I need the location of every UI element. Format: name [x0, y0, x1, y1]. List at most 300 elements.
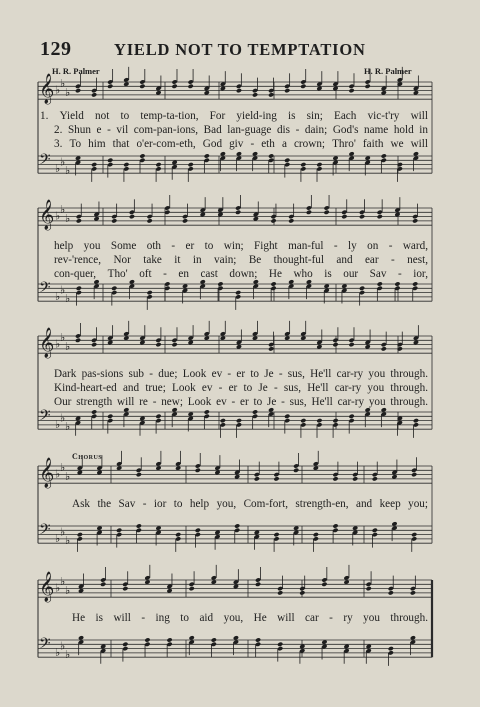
lyric-syllable: vain;	[214, 254, 237, 266]
lyric-syllable: to	[253, 396, 263, 408]
lyric-syllable: new;	[161, 396, 183, 408]
lyric-syllable: ing	[155, 612, 170, 624]
lyric-syllable: To	[69, 138, 82, 150]
lyric-syllable: Our	[54, 396, 72, 408]
lyric-syllable: in	[192, 254, 202, 266]
note-head-icon	[144, 637, 150, 642]
flat-icon: ♭	[65, 583, 71, 597]
lyric-syllable: -	[231, 396, 236, 408]
hymn-title: YIELD NOT TO TEMPTATION	[114, 40, 366, 59]
lyric-syllable: dis	[276, 124, 290, 136]
note-head-icon	[107, 84, 113, 89]
note-head-icon	[254, 476, 260, 481]
lyric-syllable: Sav	[369, 268, 387, 280]
lyric-syllable: you,	[223, 612, 244, 624]
lyric-syllable: ly	[348, 240, 357, 252]
note-head-icon	[381, 346, 387, 351]
lyric-syllable: -	[281, 396, 285, 408]
flat-icon: ♭	[65, 420, 71, 434]
lyric-syllable: For	[209, 110, 226, 122]
lyric-syllable: Some	[110, 240, 137, 252]
lyric-syllable: that	[112, 138, 130, 150]
lyric-syllable: we	[390, 138, 404, 150]
lyric-syllable: car	[305, 612, 319, 624]
lyric-syllable: ear	[364, 254, 379, 266]
lyric-syllable: Je	[258, 382, 268, 394]
note-head-icon	[388, 590, 394, 595]
note-head-icon	[332, 342, 338, 347]
note-head-icon	[166, 637, 172, 642]
flat-icon: ♭	[55, 337, 61, 351]
lyric-syllable: -	[152, 396, 157, 408]
lyric-syllable: due;	[158, 368, 178, 380]
lyric-syllable: Nor	[113, 254, 131, 266]
lyric-syllable: temp-ta-tion,	[140, 110, 199, 122]
note-head-icon	[273, 532, 279, 537]
lyric-syllable: strength-en,	[295, 498, 349, 510]
note-head-icon	[284, 414, 290, 419]
lyric-syllable: you	[368, 396, 386, 408]
lyric-syllable: Each	[334, 110, 357, 122]
lyric-syllable: ev	[201, 382, 213, 394]
lyric-syllable: Be	[248, 254, 262, 266]
note-head-icon	[175, 532, 181, 537]
lyric-syllable: is	[288, 110, 296, 122]
note-head-icon	[299, 590, 305, 595]
lyric-syllable: is	[324, 268, 332, 280]
lyric-syllable: you	[367, 382, 385, 394]
lyric-syllable: help	[54, 240, 74, 252]
flat-icon: ♭	[55, 531, 61, 545]
flat-icon: ♭	[55, 581, 61, 595]
lyric-syllable: not	[95, 110, 110, 122]
lyric-syllable: -	[273, 382, 278, 394]
lyric-syllable: keep	[379, 498, 401, 510]
lyric-syllable: Ask	[72, 498, 91, 510]
note-head-icon	[189, 586, 195, 591]
note-head-icon	[235, 290, 241, 295]
lyric-syllable: Look	[172, 382, 196, 394]
lyric-syllable: er	[228, 382, 238, 394]
lyric-syllable: thought-ful	[273, 254, 324, 266]
note-head-icon	[236, 88, 242, 93]
lyric-syllable: He'll	[307, 382, 329, 394]
lyric-syllable: Com-fort,	[243, 498, 288, 510]
lyric-syllable: in	[419, 124, 428, 136]
note-head-icon	[255, 637, 261, 642]
note-head-icon	[91, 92, 97, 97]
lyric-syllable: will	[117, 396, 135, 408]
lyric-syllable: yield-ing	[236, 110, 277, 122]
flat-icon: ♭	[55, 209, 61, 223]
lyric-syllable: on	[367, 240, 379, 252]
lyric-syllable: -	[391, 254, 395, 266]
treble-clef-icon: 𝄞	[39, 74, 55, 104]
lyric-syllable: Thro'	[332, 138, 356, 150]
flat-icon: ♭	[60, 203, 66, 217]
note-head-icon	[359, 286, 365, 291]
note-head-icon	[77, 532, 83, 537]
note-head-icon	[277, 590, 283, 595]
lyric-syllable: -	[171, 240, 176, 252]
flat-icon: ♭	[60, 575, 66, 589]
lyric-syllable: it	[174, 254, 181, 266]
lyric-syllable: car-ry	[334, 382, 362, 394]
lyric-syllable: crown;	[293, 138, 326, 150]
flat-icon: ♭	[60, 331, 66, 345]
treble-clef-icon: 𝄞	[39, 328, 55, 358]
lyric-syllable: strength	[76, 396, 113, 408]
lyric-syllable: through.	[390, 396, 428, 408]
note-head-icon	[284, 88, 290, 93]
lyric-syllable: our	[343, 268, 359, 280]
lyric-syllable: -	[227, 368, 232, 380]
lyric-syllable: vic-t'ry	[367, 110, 400, 122]
note-head-icon	[91, 342, 97, 347]
lyric-syllable: -	[329, 612, 333, 624]
lyric-syllable: down;	[229, 268, 258, 280]
lyric-syllable: con-quer,	[54, 268, 97, 280]
note-head-icon	[171, 84, 177, 89]
lyric-syllable: rev-'rence,	[54, 254, 102, 266]
lyric-syllable: re	[139, 396, 148, 408]
note-head-icon	[412, 218, 418, 223]
lyric-syllable: -	[107, 124, 111, 136]
lyric-syllable: God	[202, 138, 223, 150]
note-head-icon	[107, 414, 113, 419]
lyric-syllable: is	[95, 612, 103, 624]
lyric-syllable: lan-guage	[227, 124, 272, 136]
lyric-syllable: sus,	[289, 396, 307, 408]
lyric-syllable: Yield	[59, 110, 84, 122]
lyric-syllable: help	[189, 498, 210, 510]
note-head-icon	[220, 418, 226, 423]
note-head-icon	[91, 409, 97, 414]
lyric-syllable: Look	[182, 368, 207, 380]
lyric-syllable: -	[388, 240, 393, 252]
lyric-syllable: Tho'	[107, 268, 128, 280]
lyric-syllable: you	[368, 368, 386, 380]
lyric-syllable: -	[333, 240, 338, 252]
lyric-syllable: sus,	[287, 368, 305, 380]
note-head-icon	[252, 92, 258, 97]
lyric-syllable: take	[143, 254, 162, 266]
lyric-syllable: He	[72, 612, 86, 624]
note-head-icon	[270, 218, 276, 223]
note-head-icon	[332, 476, 338, 481]
note-head-icon	[155, 342, 161, 347]
flat-icon: ♭	[55, 161, 61, 175]
lyric-syllable: eth	[261, 138, 275, 150]
lyric-syllable: hold	[393, 124, 414, 136]
flat-icon: ♭	[65, 85, 71, 99]
lyric-syllable: Look	[187, 396, 212, 408]
bass-clef-icon: 𝄢	[39, 635, 51, 656]
note-head-icon	[235, 210, 241, 215]
lyric-syllable: will	[410, 110, 428, 122]
lyric-syllable: 3.	[54, 138, 63, 150]
bass-clef-icon: 𝄢	[39, 151, 51, 172]
lyric-syllable: oth	[146, 240, 162, 252]
treble-clef-icon: 𝄞	[39, 572, 55, 602]
note-head-icon	[300, 162, 306, 167]
flat-icon: ♭	[60, 639, 66, 653]
flat-icon: ♭	[55, 467, 61, 481]
note-head-icon	[76, 286, 82, 291]
lyric-syllable: oft	[139, 268, 152, 280]
lyric-syllable: ry	[343, 612, 353, 624]
lyric-syllable: to	[204, 240, 214, 252]
flat-icon: ♭	[60, 155, 66, 169]
note-head-icon	[236, 418, 242, 423]
note-head-icon	[182, 218, 188, 223]
lyric-syllable: Shun	[67, 124, 91, 136]
note-head-icon	[136, 523, 142, 528]
note-head-icon	[171, 342, 177, 347]
lyric-syllable: the	[97, 498, 112, 510]
lyric-syllable: and	[336, 254, 353, 266]
flat-icon: ♭	[55, 645, 61, 659]
lyric-syllable: man-ful	[288, 240, 324, 252]
lyric-syllable: ward,	[402, 240, 428, 252]
note-head-icon	[348, 342, 354, 347]
lyric-syllable: aid	[199, 612, 214, 624]
lyric-syllable: com-pan-ions,	[133, 124, 199, 136]
lyric-syllable: en	[178, 268, 189, 280]
lyric-syllable: -	[278, 368, 283, 380]
note-head-icon	[352, 476, 358, 481]
lyric-syllable: you	[83, 240, 101, 252]
lyric-syllable: Je	[264, 368, 274, 380]
note-head-icon	[288, 218, 294, 223]
lyric-syllable: will	[277, 612, 295, 624]
note-head-icon	[136, 472, 142, 477]
note-head-icon	[394, 281, 400, 286]
note-head-icon	[277, 642, 283, 647]
lyric-syllable: you;	[408, 498, 428, 510]
lyric-syllable: Je	[266, 396, 277, 408]
note-head-icon	[188, 162, 194, 167]
note-head-icon	[411, 472, 417, 477]
note-head-icon	[293, 468, 299, 473]
flat-icon: ♭	[60, 411, 66, 425]
note-head-icon	[195, 468, 201, 473]
note-head-icon	[372, 476, 378, 481]
lyric-syllable: 1.	[40, 110, 49, 122]
lyric-syllable: will	[410, 138, 428, 150]
lyric-syllable: er	[236, 368, 246, 380]
lyric-syllable: sus,	[283, 382, 301, 394]
lyric-syllable: sub	[128, 368, 145, 380]
note-head-icon	[111, 286, 117, 291]
note-head-icon	[122, 642, 128, 647]
lyric-syllable: name	[364, 124, 389, 136]
note-head-icon	[377, 281, 383, 286]
flat-icon: ♭	[65, 164, 71, 178]
note-head-icon	[412, 281, 418, 286]
note-head-icon	[300, 418, 306, 423]
note-head-icon	[234, 523, 240, 528]
flat-icon: ♭	[65, 292, 71, 306]
note-head-icon	[204, 409, 210, 414]
lyric-syllable: er	[240, 396, 249, 408]
lyric-syllable: dain;	[304, 124, 328, 136]
lyric-syllable: -	[397, 268, 402, 280]
note-head-icon	[123, 162, 129, 167]
note-head-icon	[204, 153, 210, 158]
lyric-syllable: God's	[332, 124, 359, 136]
lyric-syllable: to	[173, 498, 183, 510]
flat-icon: ♭	[65, 211, 71, 225]
lyric-syllable: -	[295, 124, 300, 136]
note-head-icon	[306, 210, 312, 215]
note-head-icon	[348, 88, 354, 93]
flat-icon: ♭	[60, 77, 66, 91]
lyric-syllable: -	[218, 382, 223, 394]
lyric-syllable: car-ry	[336, 368, 364, 380]
bass-clef-icon: 𝄢	[39, 521, 51, 542]
lyric-syllable: o'er-com-eth,	[136, 138, 196, 150]
note-head-icon	[365, 84, 371, 89]
note-head-icon	[381, 153, 387, 158]
lyric-syllable: He'll	[311, 396, 333, 408]
note-head-icon	[332, 418, 338, 423]
lyric-syllable: nest,	[407, 254, 428, 266]
flat-icon: ♭	[55, 83, 61, 97]
lyric-syllable: He'll	[310, 368, 332, 380]
lyric-syllable: pas-sions	[81, 368, 124, 380]
note-head-icon	[155, 414, 161, 419]
lyric-syllable: Sav	[118, 498, 136, 510]
note-head-icon	[273, 476, 279, 481]
lyric-syllable: will	[113, 612, 131, 624]
flat-icon: ♭	[60, 283, 66, 297]
lyric-syllable: and	[355, 498, 373, 510]
note-head-icon	[284, 158, 290, 163]
note-head-icon	[324, 210, 330, 215]
lyric-syllable: faith	[362, 138, 384, 150]
note-head-icon	[122, 586, 128, 591]
lyric-syllable: -	[142, 498, 147, 510]
note-head-icon	[348, 414, 354, 419]
note-head-icon	[377, 214, 383, 219]
lyric-syllable: win;	[223, 240, 244, 252]
note-head-icon	[313, 532, 319, 537]
note-head-icon	[341, 214, 347, 219]
flat-icon: ♭	[65, 339, 71, 353]
lyric-syllable: er	[185, 240, 195, 252]
lyric-syllable: Kind-heart-ed	[54, 382, 117, 394]
lyric-syllable: -	[163, 268, 167, 280]
lyric-syllable: ev	[216, 396, 227, 408]
note-head-icon	[268, 153, 274, 158]
note-head-icon	[139, 84, 145, 89]
flat-icon: ♭	[65, 534, 71, 548]
lyric-syllable: e	[96, 124, 102, 136]
note-head-icon	[321, 582, 327, 587]
note-head-icon	[75, 338, 81, 343]
hymn-number: 129	[40, 38, 72, 60]
note-head-icon	[211, 637, 217, 642]
note-head-icon	[270, 281, 276, 286]
note-head-icon	[116, 528, 122, 533]
bass-clef-icon: 𝄢	[39, 407, 51, 428]
flat-icon: ♭	[65, 469, 71, 483]
note-head-icon	[359, 214, 365, 219]
note-head-icon	[252, 409, 258, 414]
lyric-syllable: ior,	[413, 268, 428, 280]
flat-icon: ♭	[55, 289, 61, 303]
note-head-icon	[372, 528, 378, 533]
lyric-syllable: true;	[145, 382, 166, 394]
note-head-icon	[111, 218, 117, 223]
note-head-icon	[147, 218, 153, 223]
lyric-syllable: giv	[229, 138, 244, 150]
lyric-syllable: -	[141, 612, 146, 624]
note-head-icon	[410, 590, 416, 595]
note-head-icon	[366, 586, 372, 591]
note-head-icon	[147, 290, 153, 295]
note-head-icon	[413, 418, 419, 423]
lyric-syllable: through.	[390, 612, 428, 624]
note-head-icon	[139, 153, 145, 158]
lyric-syllable: a	[281, 138, 287, 150]
chorus-label: Chorus	[72, 452, 103, 461]
lyric-syllable: ev	[211, 368, 223, 380]
note-head-icon	[100, 582, 106, 587]
lyric-syllable: Bad	[203, 124, 222, 136]
lyric-syllable: through.	[390, 382, 428, 394]
treble-clef-icon: 𝄞	[39, 200, 55, 230]
words-credit: H. R. Palmer	[52, 66, 100, 76]
music-credit: H. R. Palmer	[364, 66, 412, 76]
treble-clef-icon: 𝄞	[39, 458, 55, 488]
lyric-syllable: through.	[390, 368, 428, 380]
note-head-icon	[411, 532, 417, 537]
note-head-icon	[91, 162, 97, 167]
lyric-syllable: you	[363, 612, 380, 624]
lyric-syllable: who	[293, 268, 313, 280]
note-head-icon	[255, 582, 261, 587]
lyric-syllable: Fight	[254, 240, 278, 252]
lyric-syllable: Dark	[54, 368, 77, 380]
note-head-icon	[75, 88, 81, 93]
note-head-icon	[107, 158, 113, 163]
lyric-syllable: and	[122, 382, 140, 394]
lyric-syllable: -	[250, 138, 255, 150]
bass-clef-icon: 𝄢	[39, 279, 51, 300]
flat-icon: ♭	[55, 417, 61, 431]
lyric-syllable: to	[250, 368, 260, 380]
note-head-icon	[195, 528, 201, 533]
note-head-icon	[388, 646, 394, 651]
lyric-syllable: -	[149, 368, 153, 380]
lyric-syllable: He	[268, 268, 282, 280]
lyric-syllable: him	[88, 138, 106, 150]
lyric-syllable: 2.	[54, 124, 63, 136]
lyric-syllable: He	[253, 612, 267, 624]
lyric-syllable: ior	[153, 498, 167, 510]
lyric-syllable: vil	[116, 124, 129, 136]
flat-icon: ♭	[60, 461, 66, 475]
note-head-icon	[188, 84, 194, 89]
flat-icon: ♭	[65, 648, 71, 662]
note-head-icon	[217, 281, 223, 286]
note-head-icon	[268, 92, 274, 97]
lyric-syllable: cast	[200, 268, 218, 280]
note-head-icon	[268, 346, 274, 351]
lyric-syllable: car-ry	[337, 396, 365, 408]
